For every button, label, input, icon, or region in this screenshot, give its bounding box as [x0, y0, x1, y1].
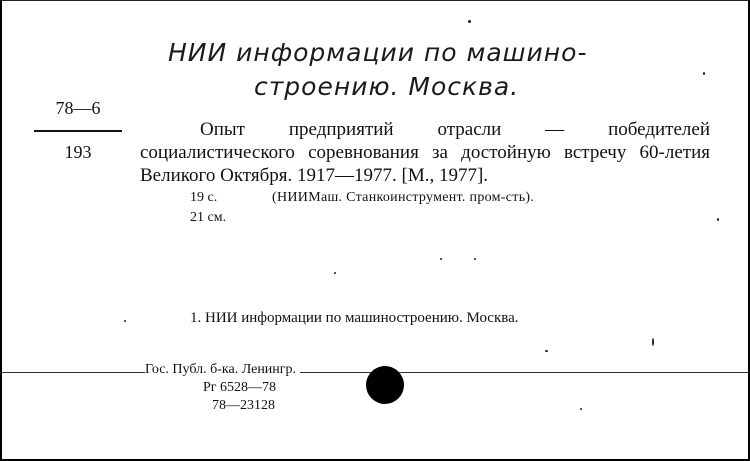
- handwritten-heading-line2: строению. Москва.: [254, 72, 520, 101]
- title-rest: предприятий отрасли — победителей социалистического соревнования за достойную встречу 60-летия Великого Октября. 1917—1977. [М., 1977].: [140, 119, 710, 186]
- dust-speck: [124, 320, 126, 322]
- handwritten-heading: [168, 36, 728, 104]
- dust-speck: [545, 350, 548, 352]
- shelf-number: [30, 98, 126, 163]
- subject-tracing: 1. НИИ информации по машиностроению. Москва.: [190, 310, 519, 326]
- dust-speck: [652, 338, 654, 346]
- shelf-number-bottom: 193: [64, 142, 92, 162]
- dust-speck: [474, 258, 476, 260]
- shelf-number-top: 78—6: [55, 98, 101, 118]
- accession-number: 78—23128: [212, 398, 275, 413]
- card-top-edge: [0, 0, 750, 1]
- title-first-word: Опыт: [200, 119, 245, 140]
- card-left-edge: [0, 0, 2, 461]
- dust-speck: [440, 258, 442, 260]
- pagination: 19 с.: [190, 190, 218, 205]
- dimensions: 21 см.: [190, 210, 227, 225]
- shelfmark: Рг 6528—78: [203, 380, 277, 395]
- holder-stamp: Гос. Публ. б-ка. Ленингр.: [145, 362, 300, 378]
- handwritten-heading-line1: НИИ информации по машино-: [168, 38, 588, 67]
- punch-hole: [366, 366, 404, 404]
- dust-speck: [468, 20, 471, 23]
- dust-speck: [703, 72, 705, 75]
- dust-speck: [334, 272, 336, 274]
- dust-speck: [717, 218, 719, 221]
- dust-speck: [580, 408, 582, 410]
- shelf-number-divider: [34, 130, 122, 132]
- bibliographic-title: [140, 118, 710, 187]
- series-statement: (НИИМаш. Станкоинструмент. пром-сть).: [272, 190, 535, 205]
